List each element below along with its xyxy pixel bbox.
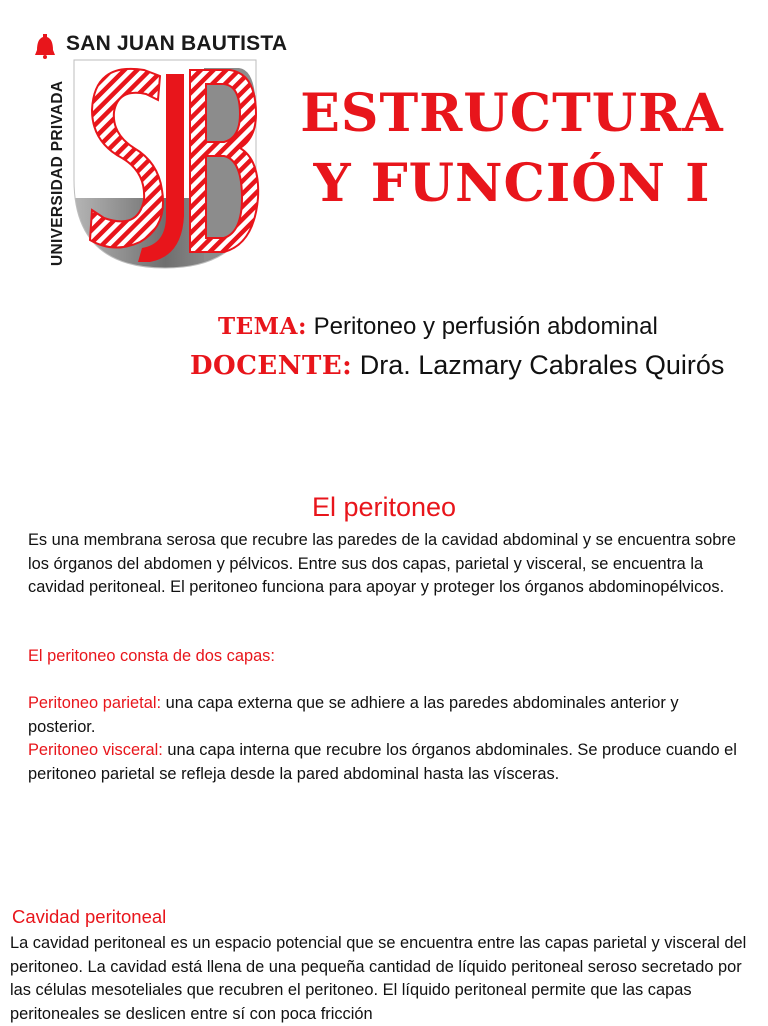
parietal-paragraph (28, 692, 748, 739)
parietal-label: Peritoneo parietal: (28, 694, 162, 712)
visceral-paragraph (28, 739, 748, 786)
section-title-peritoneo: El peritoneo (311, 492, 457, 522)
teacher-label: DOCENTE: (190, 351, 353, 381)
university-logo (34, 30, 264, 272)
peritoneo-intro-paragraph: Es una membrana serosa que recubre las paredes de la cavidad abdominal y se encuentra sobre los órganos del abdomen y pélvicos. Entre sus dos capas, parietal y visceral, se encuentra la cavidad peritoneal. El peritoneo funciona para apoyar y proteger los órganos abdominopélvicos. (28, 531, 736, 596)
topic-value: Peritoneo y perfusión abdominal (306, 313, 658, 340)
topic-line (218, 313, 658, 341)
teacher-value: Dra. Lazmary Cabrales Quirós (352, 350, 725, 380)
teacher-line (190, 350, 724, 381)
university-vertical-label: UNIVERSIDAD PRIVADA (49, 80, 66, 266)
course-title-line-1: ESTRUCTURA (300, 83, 724, 144)
university-name: SAN JUAN BAUTISTA (66, 32, 288, 55)
visceral-text: una capa interna que recubre los órganos abdominales. Se produce cuando el peritoneo parietal se refleja desde la pared abdominal hasta las vísceras. (28, 741, 737, 783)
layers-heading: El peritoneo consta de dos capas: (28, 647, 275, 665)
course-title-line-2: Y FUNCIÓN I (313, 153, 711, 214)
parietal-text: una capa externa que se adhiere a las paredes abdominales anterior y posterior. (28, 694, 679, 736)
bell-icon (35, 34, 55, 59)
topic-label: TEMA: (218, 313, 307, 340)
visceral-label: Peritoneo visceral: (28, 741, 163, 759)
section-title-cavidad: Cavidad peritoneal (12, 906, 167, 927)
cavidad-paragraph: La cavidad peritoneal es un espacio potencial que se encuentra entre las capas parietal y visceral del peritoneo. La cavidad está llena de una pequeña cantidad de líquido peritoneal seroso secretado por las células mesoteliales que recubren el peritoneo. El líquido peritoneal permite que las capas peritoneales se deslicen entre sí con poca fricción (10, 934, 747, 1023)
